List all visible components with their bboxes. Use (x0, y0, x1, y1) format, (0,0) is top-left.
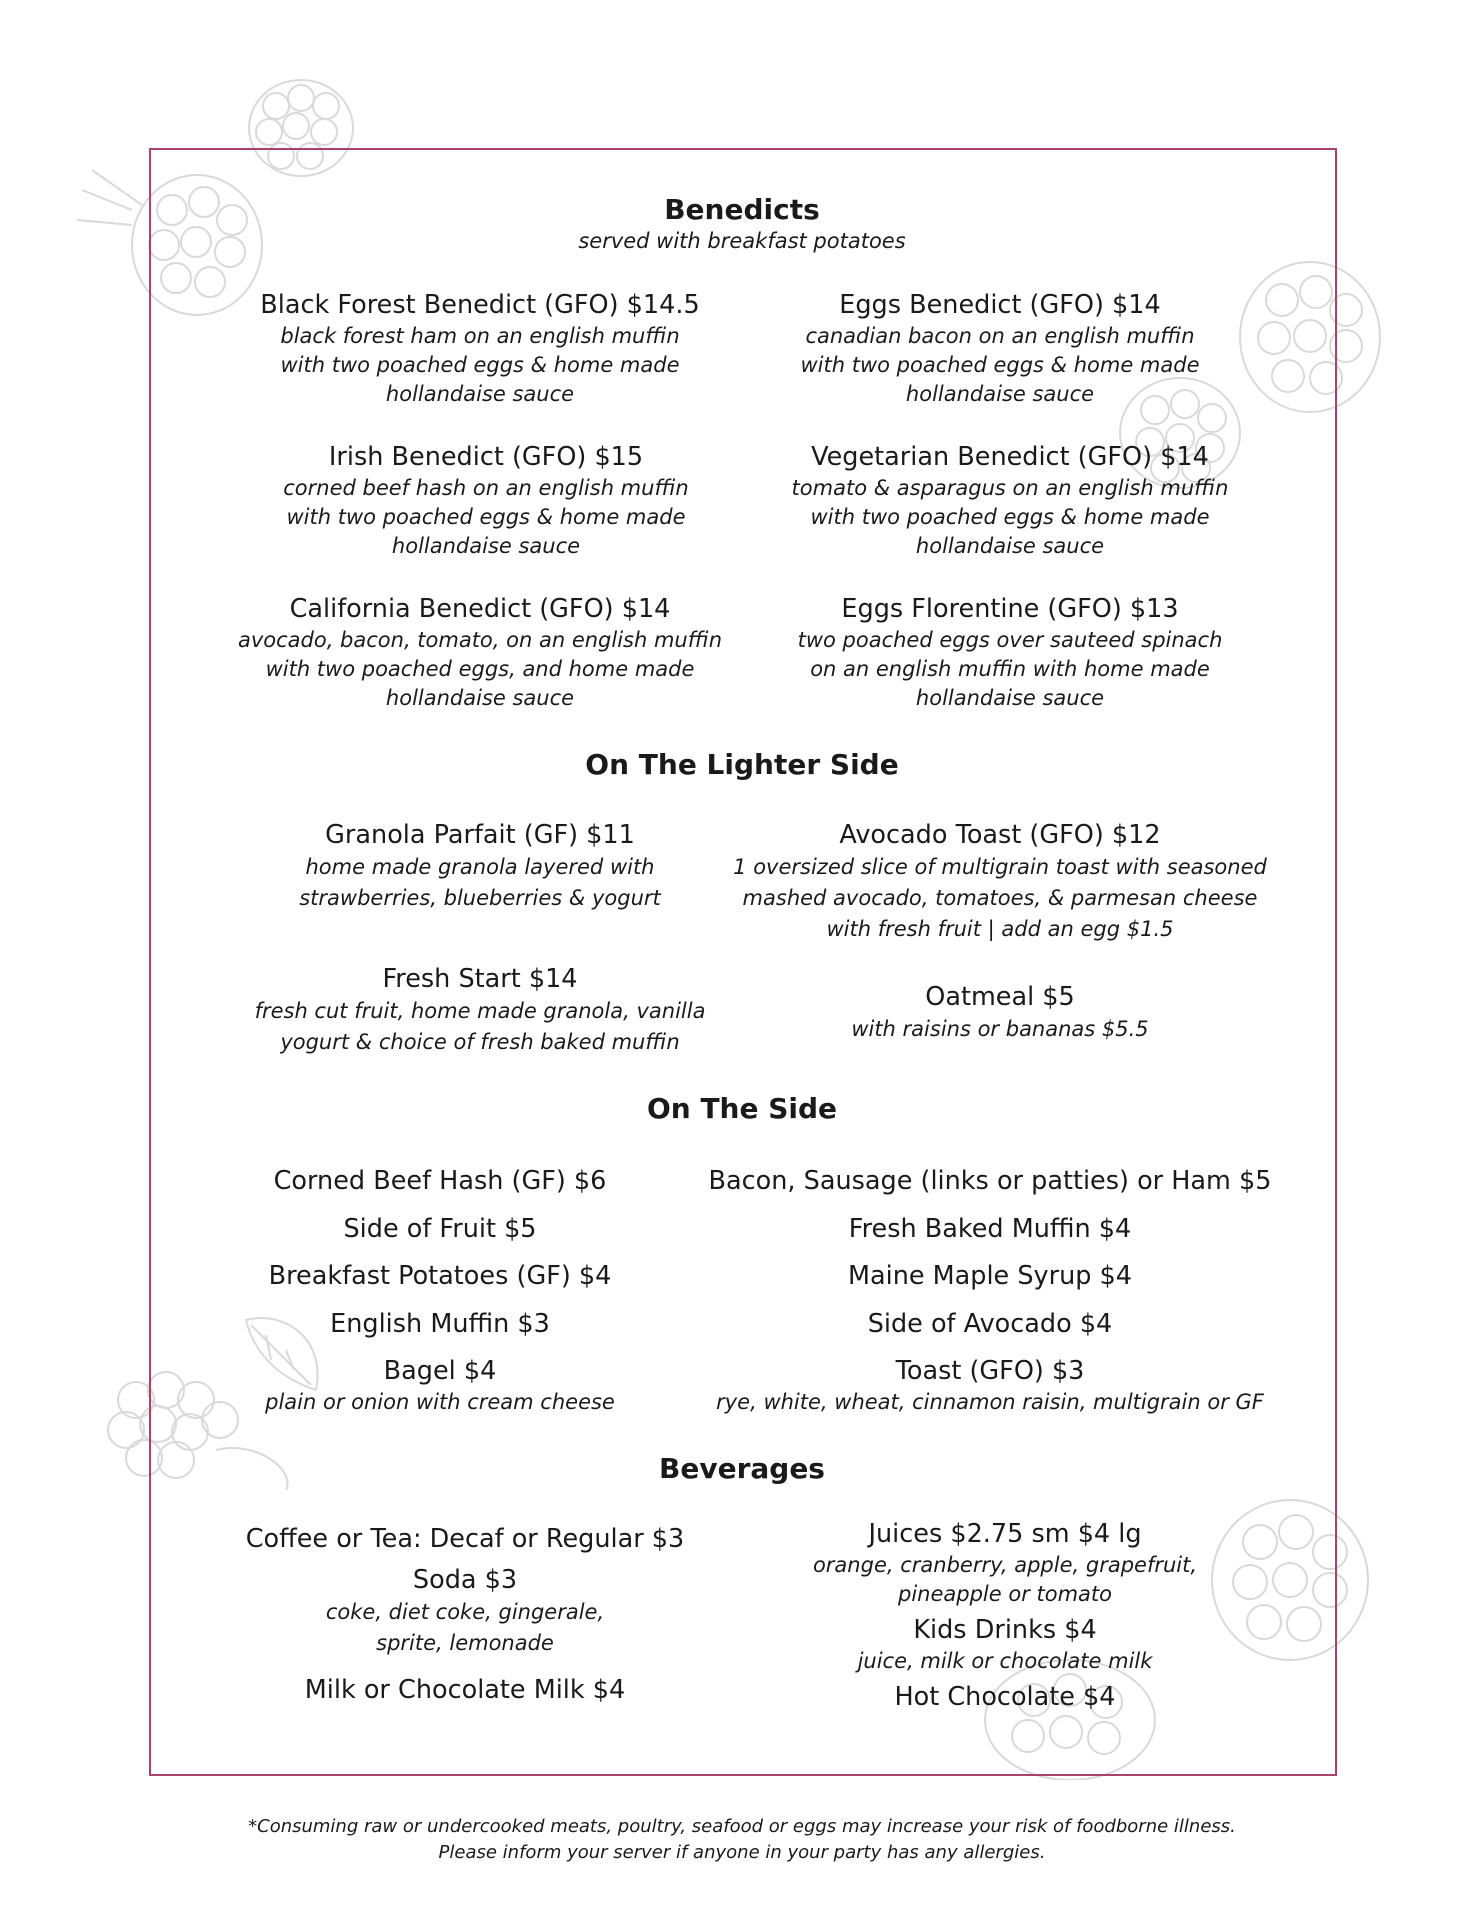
item-name: Irish Benedict (GFO) $15 (328, 442, 644, 472)
item-desc: mashed avocado, tomatoes, & parmesan cheese (742, 886, 1258, 910)
item-name: Breakfast Potatoes (GF) $4 (268, 1261, 612, 1291)
footnote-line: Please inform your server if anyone in your party has any allergies. (438, 1842, 1046, 1863)
item-name: Fresh Baked Muffin $4 (848, 1214, 1132, 1244)
side-item (140, 1307, 740, 1341)
item-name: California Benedict (GFO) $14 (289, 594, 671, 624)
beverage-item (165, 1563, 765, 1659)
beverage-item (165, 1673, 765, 1707)
item-desc: plain or onion with cream cheese (265, 1390, 615, 1414)
item-desc: avocado, bacon, tomato, on an english muffin (237, 628, 723, 652)
section-title-benedicts: Benedicts (664, 193, 820, 226)
section-title-on-the-side: On The Side (646, 1092, 838, 1125)
beverage-item (705, 1680, 1305, 1714)
side-item (690, 1164, 1290, 1198)
item-name: English Muffin $3 (330, 1309, 550, 1339)
item-desc: hollandaise sauce (905, 382, 1095, 406)
item-desc: with two poached eggs & home made (810, 505, 1210, 529)
item-desc: sprite, lemonade (376, 1631, 554, 1655)
menu-item-oatmeal (700, 980, 1300, 1045)
item-desc: with two poached eggs, and home made (265, 657, 695, 681)
item-desc: with two poached eggs & home made (286, 505, 686, 529)
item-name: Bacon, Sausage (links or patties) or Ham $5 (708, 1166, 1272, 1196)
item-name: Black Forest Benedict (GFO) $14.5 (260, 290, 700, 320)
item-desc: with two poached eggs & home made (280, 353, 680, 377)
item-name: Toast (GFO) $3 (895, 1356, 1085, 1386)
allergy-footnote (0, 1814, 1484, 1866)
beverage-item (705, 1613, 1305, 1676)
item-name: Oatmeal $5 (925, 982, 1075, 1012)
item-name: Vegetarian Benedict (GFO) $14 (811, 442, 1209, 472)
item-desc: strawberries, blueberries & yogurt (299, 886, 661, 910)
menu-item-california-benedict (180, 592, 780, 713)
item-desc: corned beef hash on an english muffin (283, 476, 689, 500)
side-item (690, 1259, 1290, 1293)
item-name: Soda $3 (412, 1565, 518, 1595)
side-item (690, 1354, 1290, 1417)
item-desc: coke, diet coke, gingerale, (325, 1600, 605, 1624)
beverage-item (705, 1517, 1305, 1609)
item-desc: 1 oversized slice of multigrain toast with seasoned (733, 855, 1267, 879)
item-desc: hollandaise sauce (385, 686, 575, 710)
item-name: Side of Fruit $5 (343, 1214, 537, 1244)
item-desc: with raisins or bananas $5.5 (851, 1017, 1149, 1041)
item-desc: hollandaise sauce (385, 382, 575, 406)
item-desc: pineapple or tomato (898, 1582, 1112, 1606)
menu-item-fresh-start (180, 962, 780, 1058)
menu-item-granola-parfait (180, 818, 780, 914)
item-desc: tomato & asparagus on an english muffin (791, 476, 1229, 500)
item-name: Side of Avocado $4 (867, 1309, 1113, 1339)
side-item (140, 1259, 740, 1293)
item-desc: juice, milk or chocolate milk (857, 1649, 1153, 1673)
item-name: Hot Chocolate $4 (894, 1682, 1116, 1712)
item-desc: hollandaise sauce (391, 534, 581, 558)
item-name: Kids Drinks $4 (913, 1615, 1097, 1645)
item-desc: two poached eggs over sauteed spinach (797, 628, 1223, 652)
item-name: Fresh Start $14 (382, 964, 578, 994)
item-desc: hollandaise sauce (915, 534, 1105, 558)
item-name: Bagel $4 (383, 1356, 497, 1386)
item-name: Avocado Toast (GFO) $12 (839, 820, 1161, 850)
side-item (140, 1164, 740, 1198)
item-desc: rye, white, wheat, cinnamon raisin, multigrain or GF (716, 1390, 1264, 1414)
section-subtitle-benedicts: served with breakfast potatoes (578, 229, 906, 253)
item-name: Corned Beef Hash (GF) $6 (273, 1166, 607, 1196)
item-desc: with fresh fruit | add an egg $1.5 (826, 917, 1174, 941)
item-desc: yogurt & choice of fresh baked muffin (280, 1030, 680, 1054)
item-desc: home made granola layered with (305, 855, 655, 879)
item-name: Milk or Chocolate Milk $4 (304, 1675, 626, 1705)
beverage-item (165, 1522, 765, 1556)
section-title-lighter-side: On The Lighter Side (585, 748, 899, 781)
menu-item-irish-benedict (186, 440, 786, 561)
item-desc: orange, cranberry, apple, grapefruit, (812, 1553, 1198, 1577)
menu-item-vegetarian-benedict (710, 440, 1310, 561)
item-name: Juices $2.75 sm $4 lg (868, 1519, 1142, 1549)
item-name: Eggs Benedict (GFO) $14 (839, 290, 1161, 320)
menu-item-avocado-toast (700, 818, 1300, 945)
side-item (690, 1212, 1290, 1246)
menu-item-eggs-benedict (700, 288, 1300, 409)
item-desc: hollandaise sauce (915, 686, 1105, 710)
item-name: Granola Parfait (GF) $11 (325, 820, 635, 850)
item-name: Eggs Florentine (GFO) $13 (841, 594, 1179, 624)
footnote-line: *Consuming raw or undercooked meats, poultry, seafood or eggs may increase your risk of foodborne illness. (248, 1816, 1236, 1837)
item-desc: on an english muffin with home made (810, 657, 1210, 681)
item-name: Coffee or Tea: Decaf or Regular $3 (245, 1524, 685, 1554)
side-item (140, 1354, 740, 1417)
item-desc: fresh cut fruit, home made granola, vanilla (254, 999, 706, 1023)
item-name: Maine Maple Syrup $4 (847, 1261, 1133, 1291)
side-item (140, 1212, 740, 1246)
side-item (690, 1307, 1290, 1341)
menu-item-black-forest-benedict (180, 288, 780, 409)
item-desc: black forest ham on an english muffin (280, 324, 680, 348)
section-title-beverages: Beverages (659, 1452, 825, 1485)
item-desc: canadian bacon on an english muffin (805, 324, 1195, 348)
menu-item-eggs-florentine (710, 592, 1310, 713)
item-desc: with two poached eggs & home made (800, 353, 1200, 377)
